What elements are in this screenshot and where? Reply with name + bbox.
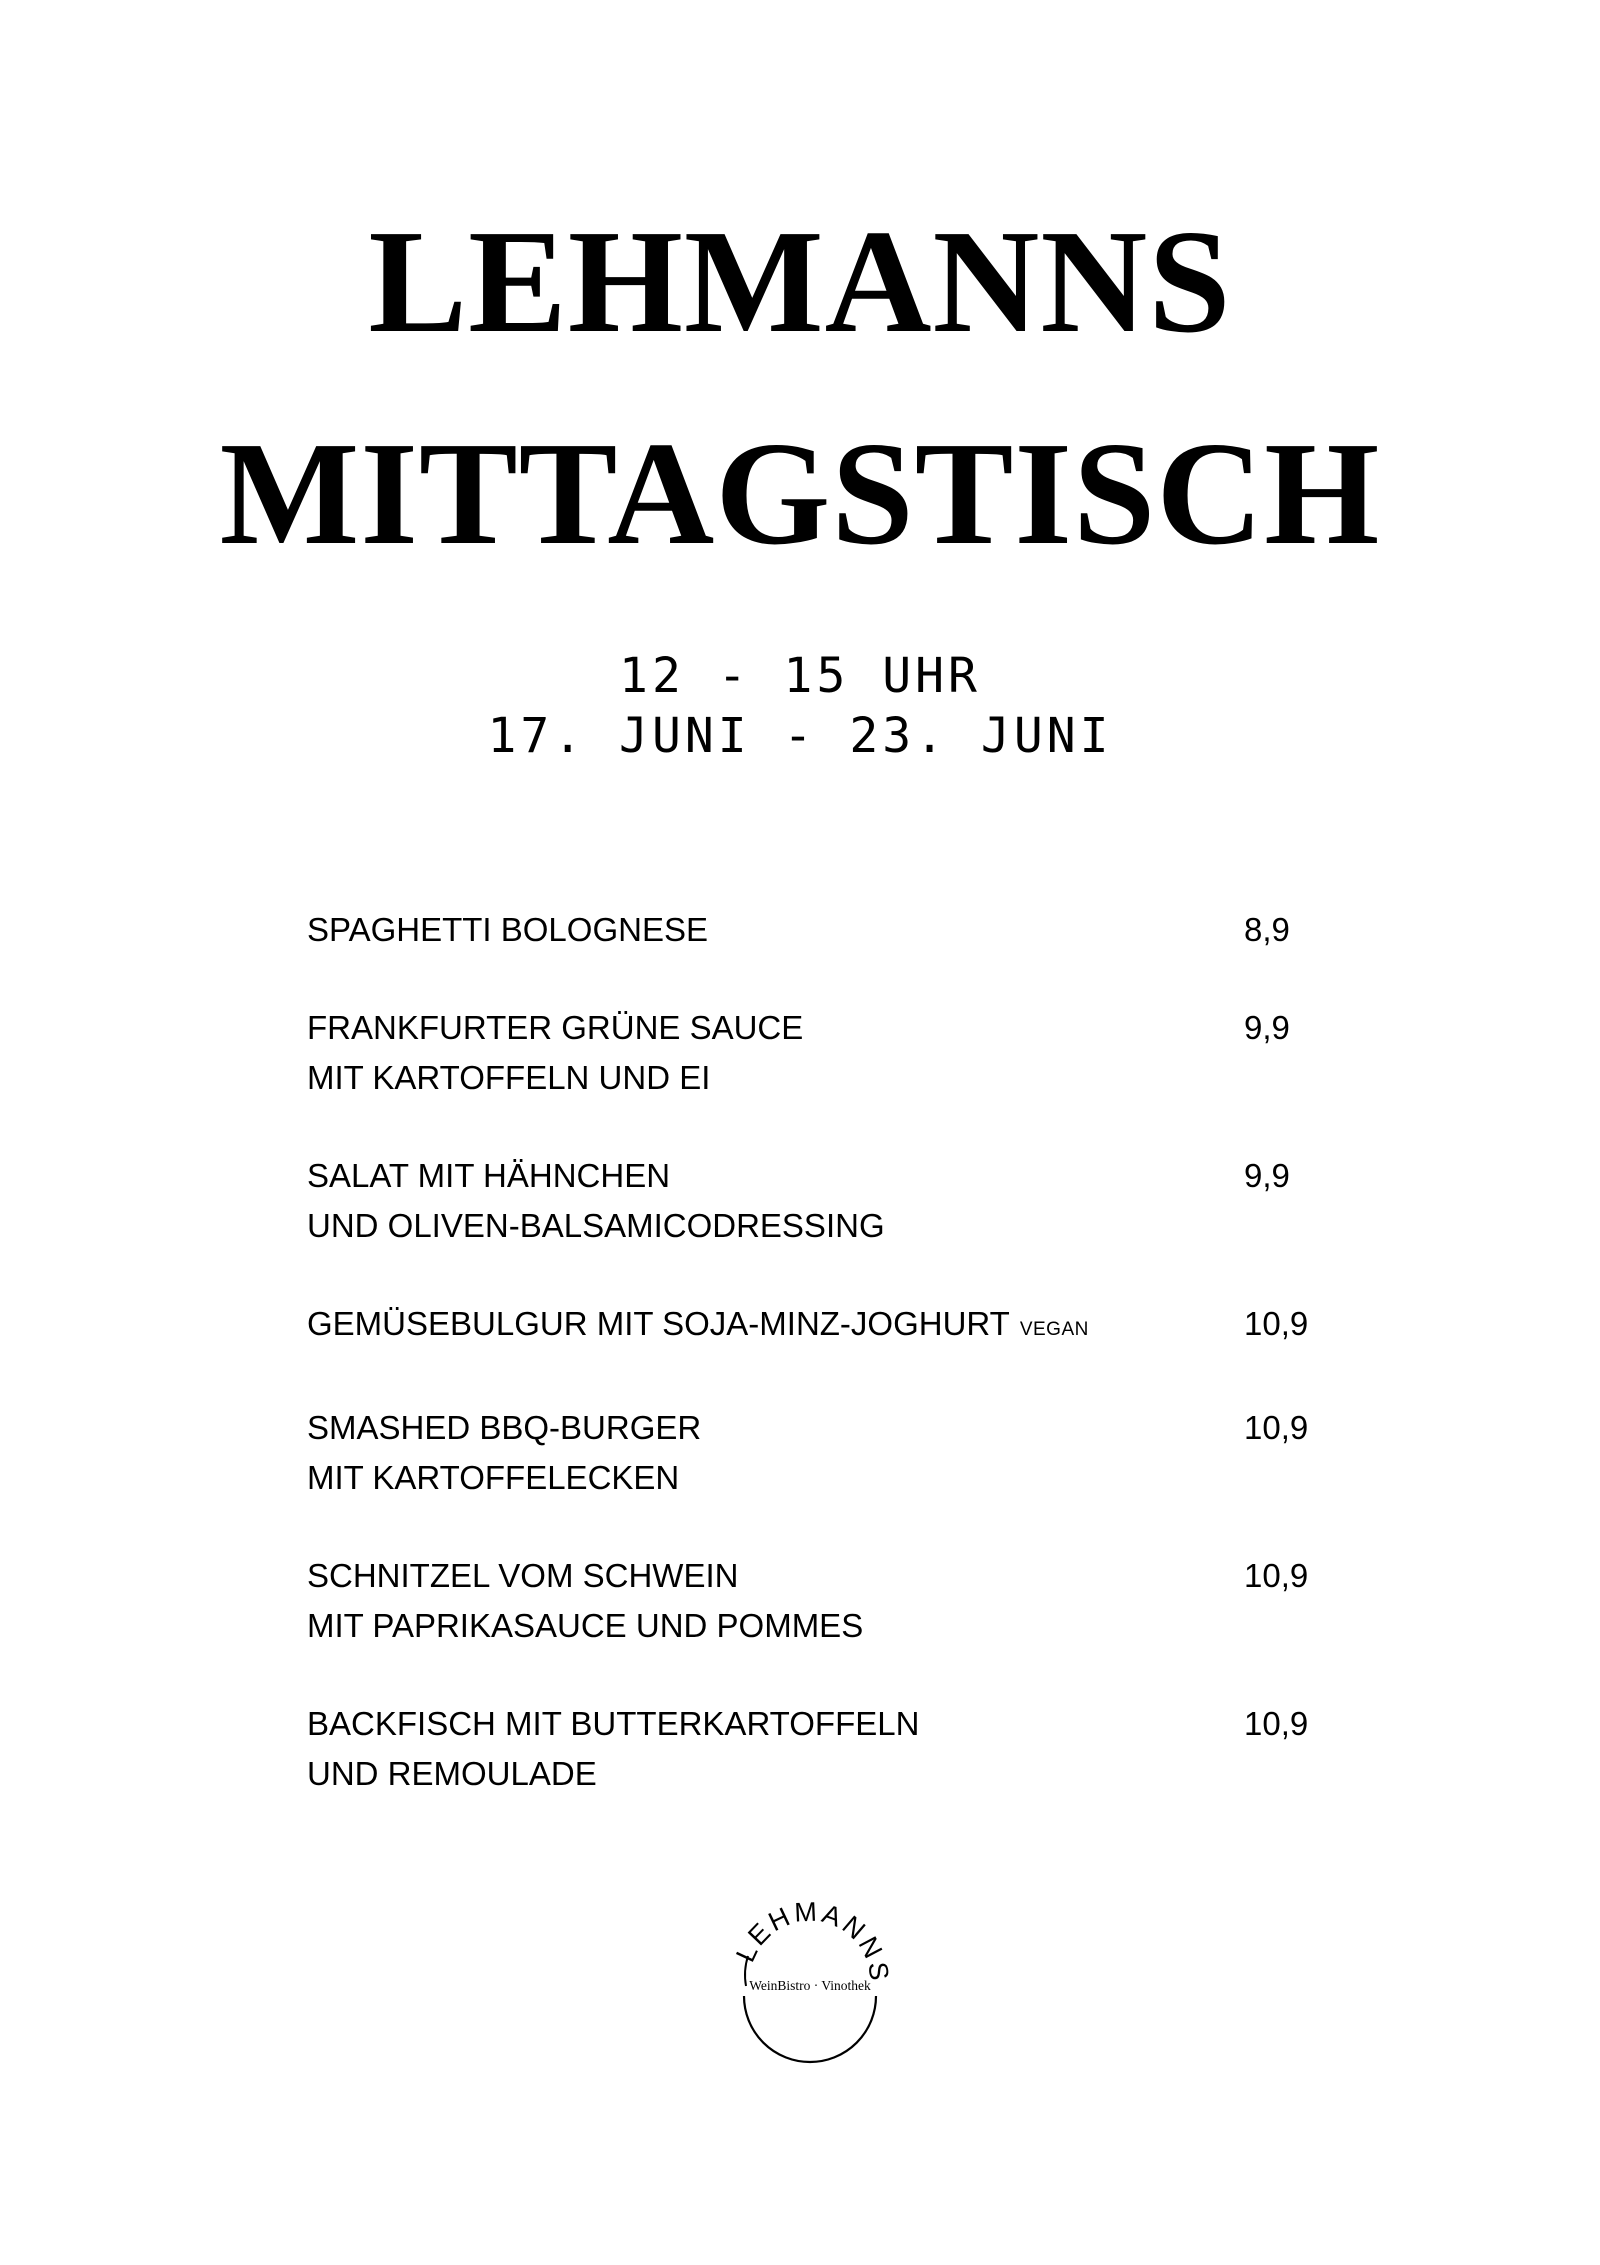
logo-arc-bottom <box>744 1996 876 2062</box>
menu-item <box>307 1151 1317 1251</box>
logo-wordmark-text: LEHMANNS <box>730 1896 895 1985</box>
logo-tagline: WeinBistro · Vinothek <box>749 1978 871 1993</box>
menu-item-price: 10,9 <box>1244 1305 1309 1342</box>
menu-item-description: MIT KARTOFFELECKEN <box>307 1459 680 1496</box>
menu-item <box>307 905 1317 955</box>
menu-item <box>307 1003 1317 1103</box>
menu-item-description: UND REMOULADE <box>307 1755 597 1792</box>
menu-item <box>307 1403 1317 1503</box>
page-title-line-2: MITTAGSTISCH <box>219 412 1381 576</box>
menu-item-price: 9,9 <box>1244 1157 1290 1194</box>
menu-item-name: SCHNITZEL VOM SCHWEIN <box>307 1557 739 1594</box>
menu-item-description: MIT KARTOFFELN UND EI <box>307 1059 711 1096</box>
menu-item-price: 10,9 <box>1244 1705 1309 1742</box>
menu-item-name: BACKFISCH MIT BUTTERKARTOFFELN <box>307 1705 920 1742</box>
menu-item-price: 9,9 <box>1244 1009 1290 1046</box>
menu-item-price: 10,9 <box>1244 1557 1309 1594</box>
menu-item-name-row <box>307 1299 1187 1355</box>
menu-item <box>307 1699 1317 1799</box>
menu-item <box>307 1299 1317 1355</box>
menu-item <box>307 1551 1317 1651</box>
logo-graphic <box>720 1890 900 2070</box>
menu-item-price: 10,9 <box>1244 1409 1309 1446</box>
vegan-note: VEGAN <box>1019 1319 1089 1340</box>
menu-item-name: SPAGHETTI BOLOGNESE <box>307 911 708 948</box>
menu-item-description: UND OLIVEN-BALSAMICODRESSING <box>307 1207 885 1244</box>
page-title-line-1: LEHMANNS <box>368 200 1232 364</box>
opening-hours: 12 - 15 UHR <box>619 648 981 704</box>
date-range: 17. JUNI - 23. JUNI <box>487 708 1113 764</box>
restaurant-logo <box>720 1890 900 2070</box>
menu-item-name: SMASHED BBQ-BURGER <box>307 1409 702 1446</box>
logo-wordmark <box>730 1897 895 1985</box>
menu-item-name: GEMÜSEBULGUR MIT SOJA-MINZ-JOGHURT <box>307 1305 1010 1342</box>
menu-item-description: MIT PAPRIKASAUCE UND POMMES <box>307 1607 864 1644</box>
menu-item-name: SALAT MIT HÄHNCHEN <box>307 1157 671 1194</box>
menu-item-price: 8,9 <box>1244 911 1290 948</box>
menu-list <box>307 905 1317 1847</box>
menu-item-name: FRANKFURTER GRÜNE SAUCE <box>307 1009 804 1046</box>
